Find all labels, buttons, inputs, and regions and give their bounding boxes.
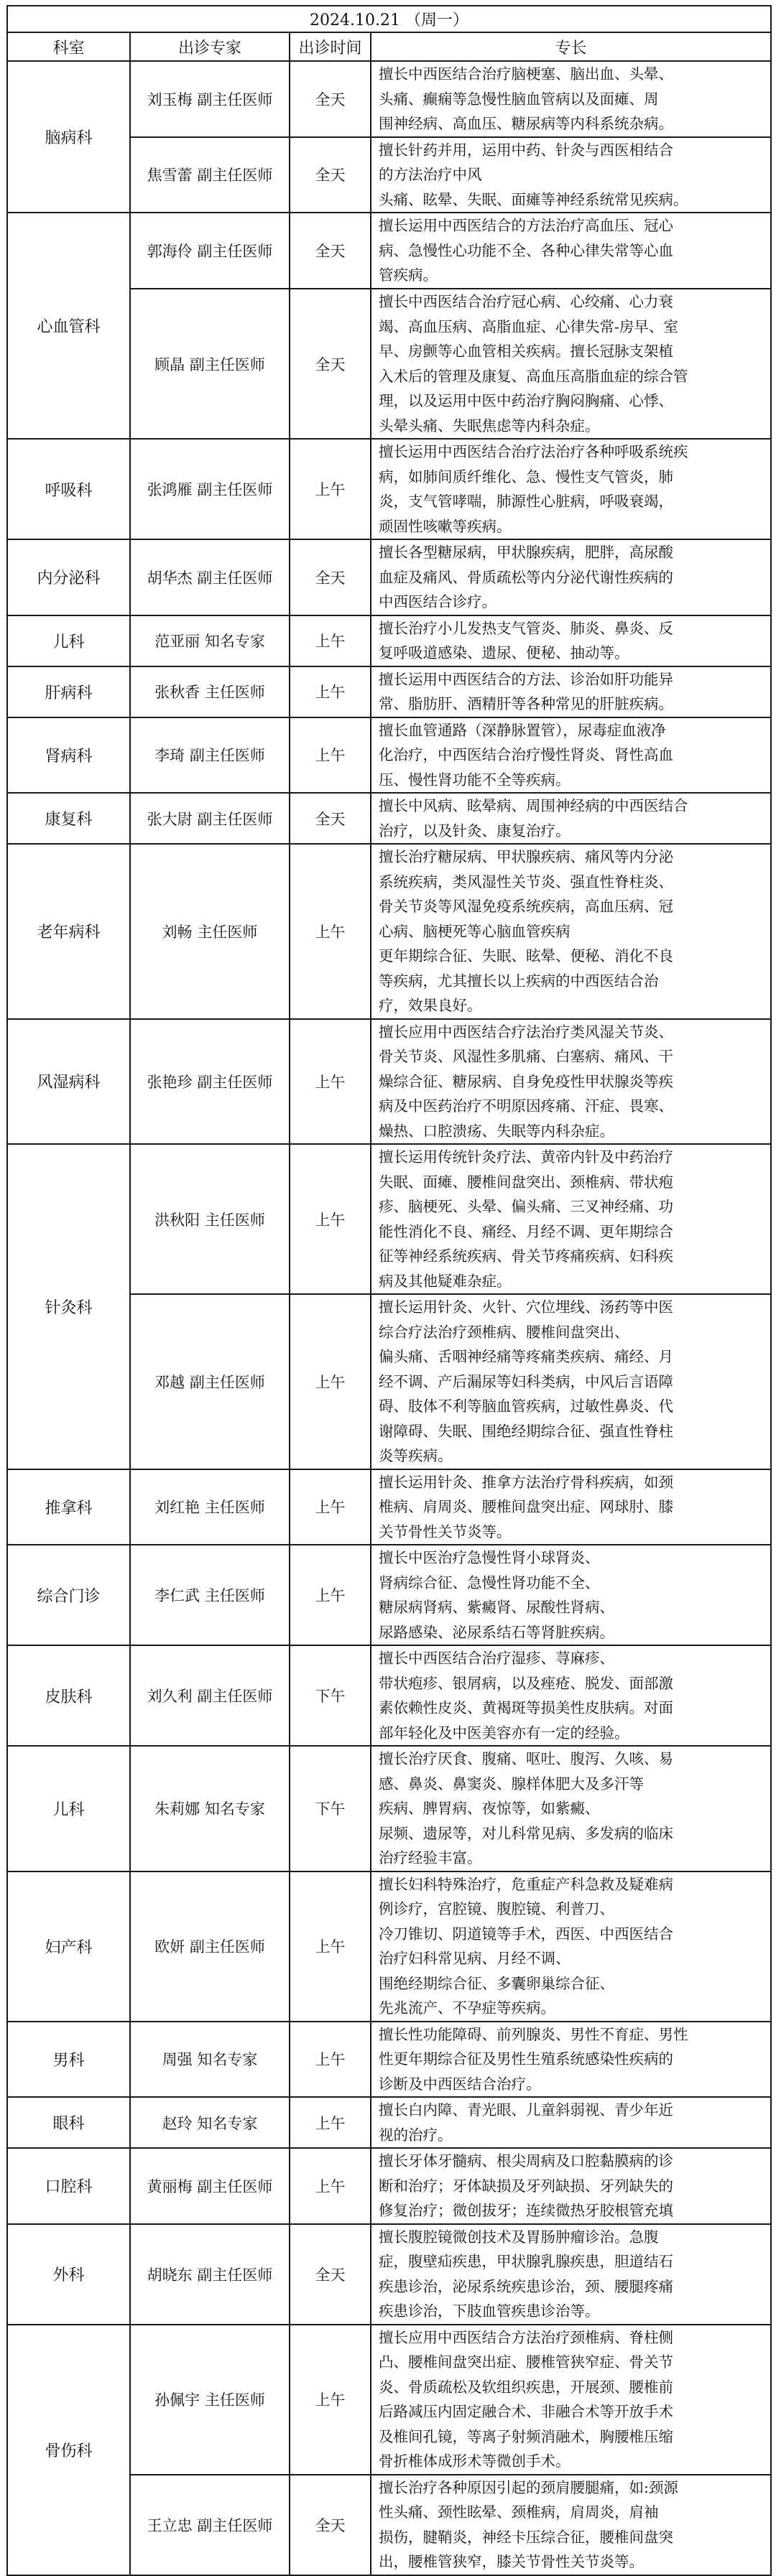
doctor-specialty: 擅长治疗糖尿病、甲状腺疾病、痛风等内分泌 系统疾病，类风湿性关节炎、强直性脊柱炎、 骨关节炎等风湿免疫系统疾病，高血压病、冠 心病、脑梗死等心脑血管疾病 更年期综合征、失眠、眩晕、便秘、消化不良 等疾病，尤其擅长以上疾病的中西医结合治 疗，效果良好。 [371, 844, 771, 1019]
table-row [7, 2148, 771, 2224]
table-row [7, 1871, 771, 2022]
doctor-name: 邓越 副主任医师 [130, 1294, 290, 1469]
doctor-name: 胡晓东 副主任医师 [130, 2224, 290, 2325]
column-header-specialty: 专长 [371, 32, 771, 61]
clinic-time: 上午 [290, 844, 371, 1019]
clinic-time: 上午 [290, 2097, 371, 2148]
clinic-time: 全天 [290, 2224, 371, 2325]
doctor-specialty: 擅长运用中西医结合治疗法治疗各种呼吸系统疾 病，如肺间质纤维化、急、慢性支气管炎，肺 炎，支气管哮喘，肺源性心脏病，呼吸衰竭， 顽固性咳嗽等疾病。 [371, 439, 771, 539]
clinic-time: 上午 [290, 2148, 371, 2224]
clinic-time: 全天 [290, 793, 371, 844]
doctor-specialty: 擅长中西医结合治疗脑梗塞、脑出血、头晕、 头痛、癫痫等急慢性脑血管病以及面瘫、周 围神经病、高血压、糖尿病等内科系统杂病。 [371, 61, 771, 137]
department-name: 康复科 [7, 793, 130, 844]
doctor-name: 赵玲 知名专家 [130, 2097, 290, 2148]
clinic-time: 上午 [290, 2022, 371, 2098]
doctor-specialty: 擅长运用中西医结合的方法、诊治如肝功能异 常、脂肪肝、酒精肝等各种常见的肝脏疾病。 [371, 666, 771, 717]
clinic-time: 全天 [290, 289, 371, 439]
doctor-specialty: 擅长中西医结合治疗冠心病、心绞痛、心力衰 竭、高血压病、高脂血症、心律失常-房早、室 早、房颤等心血管相关疾病。擅长冠脉支架植 入术后的管理及康复、高血压高脂血症的综合管 理，以及运用中医中药治疗胸闷胸痛、心悸、 头晕头痛、失眠焦虑等内科杂症。 [371, 289, 771, 439]
doctor-name: 欧妍 副主任医师 [130, 1871, 290, 2022]
department-name: 骨伤科 [7, 2325, 130, 2575]
table-row [7, 1019, 771, 1145]
table-row [7, 2097, 771, 2148]
doctor-name: 刘畅 主任医师 [130, 844, 290, 1019]
clinic-time: 上午 [290, 2325, 371, 2475]
date-row [7, 6, 771, 32]
department-name: 口腔科 [7, 2148, 130, 2224]
doctor-name: 张秋香 主任医师 [130, 666, 290, 717]
table-row [7, 666, 771, 717]
clinic-time: 上午 [290, 717, 371, 794]
doctor-specialty: 擅长治疗各种原因引起的颈肩腰腿痛，如:颈源 性头痛、颈性眩晕、颈椎病，肩周炎，肩袖 损伤，腱鞘炎，神经卡压综合征，腰椎间盘突 出，腰椎管狭窄，膝关节骨性关节炎等。 [371, 2475, 771, 2575]
doctor-name: 李仁武 主任医师 [130, 1545, 290, 1645]
doctor-specialty: 擅长牙体牙髓病、根尖周病及口腔黏膜病的诊 断和治疗；牙体缺损及牙列缺损、牙列缺失的 修复治疗；微创拔牙；连续微热牙胶根管充填 [371, 2148, 771, 2224]
clinic-time: 上午 [290, 1019, 371, 1145]
department-name: 外科 [7, 2224, 130, 2325]
doctor-specialty: 擅长运用针灸、火针、穴位埋线、汤药等中医 综合疗法治疗颈椎病、腰椎间盘突出、 偏头痛、舌咽神经痛等疼痛类疾病、痛经、月 经不调、产后漏尿等妇科类病，中风后言语障 碍、肢体不利等脑血管疾病，过敏性鼻炎、代 谢障碍、失眠、围绝经期综合征、强直性脊柱 炎等疾病。 [371, 1294, 771, 1469]
doctor-name: 孙佩宇 主任医师 [130, 2325, 290, 2475]
department-name: 综合门诊 [7, 1545, 130, 1645]
column-header-row [7, 32, 771, 61]
doctor-name: 张艳珍 副主任医师 [130, 1019, 290, 1145]
doctor-name: 李琦 副主任医师 [130, 717, 290, 794]
table-row [7, 439, 771, 539]
table-row [7, 2224, 771, 2325]
clinic-time: 上午 [290, 615, 371, 666]
department-name: 脑病科 [7, 61, 130, 213]
doctor-name: 范亚丽 知名专家 [130, 615, 290, 666]
doctor-specialty: 擅长运用针灸、推拿方法治疗骨科疾病，如颈 椎病、肩周炎、腰椎间盘突出症、网球肘、膝 关节骨性关节炎等。 [371, 1469, 771, 1545]
doctor-specialty: 擅长中风病、眩晕病、周围神经病的中西医结合 治疗，以及针灸、康复治疗。 [371, 793, 771, 844]
table-row [7, 61, 771, 137]
department-name: 推拿科 [7, 1469, 130, 1545]
clinic-time: 全天 [290, 539, 371, 615]
doctor-specialty: 擅长中医治疗急慢性肾小球肾炎、 肾病综合征、急慢性肾功能不全、 糖尿病肾病、紫癜肾、尿酸性肾病、 尿路感染、泌尿系结石等肾脏疾病。 [371, 1545, 771, 1645]
department-name: 眼科 [7, 2097, 130, 2148]
clinic-time: 上午 [290, 666, 371, 717]
clinic-time: 上午 [290, 1294, 371, 1469]
doctor-specialty: 擅长治疗厌食、腹痛、呕吐、腹泻、久咳、易 感、鼻炎、鼻窦炎、腺样体肥大及多汗等 疾病、脾胃病、夜惊等，如紫癜、 尿频、遗尿等，对儿科常见病、多发病的临床 治疗经验丰富。 [371, 1746, 771, 1871]
doctor-specialty: 擅长腹腔镜微创技术及胃肠肿瘤诊治。急腹 症，腹壁疝疾患，甲状腺乳腺疾患，胆道结石 疾患诊治，泌尿系统疾患诊治，颈、腰腿疼痛 疾患诊治，下肢血管疾患诊治等。 [371, 2224, 771, 2325]
clinic-schedule-table [6, 5, 772, 2576]
doctor-specialty: 擅长妇科特殊治疗，危重症产科急救及疑难病 例诊疗，宫腔镜、腹腔镜、利普刀、 冷刀锥切、阴道镜等手术，西医、中西医结合 治疗妇科常见病、月经不调、 围绝经期综合征、多囊卵巢综合征、 先兆流产、不孕症等疾病。 [371, 1871, 771, 2022]
doctor-specialty: 擅长各型糖尿病，甲状腺疾病，肥胖，高尿酸 血症及痛风、骨质疏松等内分泌代谢性疾病的 中西医结合诊疗。 [371, 539, 771, 615]
doctor-name: 胡华杰 副主任医师 [130, 539, 290, 615]
doctor-name: 刘玉梅 副主任医师 [130, 61, 290, 137]
doctor-specialty: 擅长治疗小儿发热支气管炎、肺炎、鼻炎、反 复呼吸道感染、遗尿、便秘、抽动等。 [371, 615, 771, 666]
schedule-date: 2024.10.21 （周一） [7, 6, 771, 32]
department-name: 内分泌科 [7, 539, 130, 615]
doctor-name: 顾晶 副主任医师 [130, 289, 290, 439]
column-header-time: 出诊时间 [290, 32, 371, 61]
doctor-specialty: 擅长性功能障碍、前列腺炎、男性不育症、男性 性更年期综合征及男性生殖系统感染性疾病的 诊断及中西医结合治疗。 [371, 2022, 771, 2098]
doctor-name: 张大尉 副主任医师 [130, 793, 290, 844]
clinic-time: 下午 [290, 1746, 371, 1871]
department-name: 肝病科 [7, 666, 130, 717]
doctor-name: 刘红艳 主任医师 [130, 1469, 290, 1545]
table-row [7, 615, 771, 666]
table-row [7, 793, 771, 844]
table-row [7, 539, 771, 615]
clinic-time: 全天 [290, 213, 371, 289]
doctor-specialty: 擅长运用传统针灸疗法、黄帝内针及中药治疗 失眠、面瘫、腰椎间盘突出、颈椎病、带状疱 疹、脑梗死、头晕、偏头痛、三叉神经痛、功 能性消化不良、痛经、月经不调、更年期综合 征等神经系统疾病、骨关节疼痛疾病、妇科疾 病及其他疑难杂症。 [371, 1144, 771, 1294]
clinic-time: 上午 [290, 1545, 371, 1645]
doctor-name: 黄丽梅 副主任医师 [130, 2148, 290, 2224]
department-name: 呼吸科 [7, 439, 130, 539]
doctor-name: 王立忠 副主任医师 [130, 2475, 290, 2575]
doctor-name: 郭海伶 副主任医师 [130, 213, 290, 289]
department-name: 皮肤科 [7, 1645, 130, 1746]
table-row [7, 2325, 771, 2475]
department-name: 老年病科 [7, 844, 130, 1019]
doctor-specialty: 擅长血管通路（深静脉置管），尿毒症血液净 化治疗，中西医结合治疗慢性肾炎、肾性高血 压、慢性肾功能不全等疾病。 [371, 717, 771, 794]
doctor-name: 张鸿雁 副主任医师 [130, 439, 290, 539]
department-name: 男科 [7, 2022, 130, 2098]
clinic-time: 上午 [290, 1469, 371, 1545]
doctor-name: 刘久利 副主任医师 [130, 1645, 290, 1746]
doctor-name: 焦雪蕾 副主任医师 [130, 137, 290, 213]
table-row [7, 2022, 771, 2098]
clinic-time: 上午 [290, 1144, 371, 1294]
department-name: 风湿病科 [7, 1019, 130, 1145]
doctor-name: 朱莉娜 知名专家 [130, 1746, 290, 1871]
clinic-time: 上午 [290, 439, 371, 539]
doctor-specialty: 擅长中西医结合治疗湿疹、荨麻疹、 带状疱疹、银屑病，以及痤疮、脱发、面部激 素依赖性皮炎、黄褐斑等损美性皮肤病。对面 部年轻化及中医美容亦有一定的经验。 [371, 1645, 771, 1746]
table-row [7, 1645, 771, 1746]
table-row [7, 717, 771, 794]
clinic-time: 下午 [290, 1645, 371, 1746]
department-name: 儿科 [7, 615, 130, 666]
table-row [7, 1746, 771, 1871]
doctor-specialty: 擅长应用中西医结合疗法治疗类风湿关节炎、 骨关节炎、风湿性多肌痛、白塞病、痛风、干 燥综合征、糖尿病、自身免疫性甲状腺炎等疾 病及中医药治疗不明原因疼痛、汗症、畏寒、 燥热、口腔溃疡、失眠等内科杂症。 [371, 1019, 771, 1145]
table-row [7, 844, 771, 1019]
column-header-department: 科室 [7, 32, 130, 61]
department-name: 儿科 [7, 1746, 130, 1871]
table-row [7, 1469, 771, 1545]
table-row [7, 1144, 771, 1294]
table-row [7, 213, 771, 289]
table-row [7, 1545, 771, 1645]
department-name: 妇产科 [7, 1871, 130, 2022]
doctor-specialty: 擅长白内障、青光眼、儿童斜弱视、青少年近 视的治疗。 [371, 2097, 771, 2148]
column-header-doctor: 出诊专家 [130, 32, 290, 61]
doctor-specialty: 擅长应用中西医结合方法治疗颈椎病、脊柱侧 凸、腰椎间盘突出症、腰椎管狭窄症、骨关节 炎、骨质疏松及软组织疾患，开展颈、腰椎前 后路减压内固定融合术、非融合术等开放手术 及椎间孔镜，等离子射频消融术，胸腰椎压缩 骨折椎体成形术等微创手术。 [371, 2325, 771, 2475]
department-name: 心血管科 [7, 213, 130, 439]
department-name: 肾病科 [7, 717, 130, 794]
clinic-time: 全天 [290, 2475, 371, 2575]
doctor-specialty: 擅长针药并用，运用中药、针灸与西医相结合 的方法治疗中风 头痛、眩晕、失眠、面瘫等神经系统常见疾病。 [371, 137, 771, 213]
doctor-name: 周强 知名专家 [130, 2022, 290, 2098]
doctor-name: 洪秋阳 主任医师 [130, 1144, 290, 1294]
clinic-time: 全天 [290, 137, 371, 213]
doctor-specialty: 擅长运用中西医结合的方法治疗高血压、冠心 病、急慢性心功能不全、各种心律失常等心血 管疾病。 [371, 213, 771, 289]
clinic-time: 全天 [290, 61, 371, 137]
department-name: 针灸科 [7, 1144, 130, 1469]
clinic-time: 上午 [290, 1871, 371, 2022]
